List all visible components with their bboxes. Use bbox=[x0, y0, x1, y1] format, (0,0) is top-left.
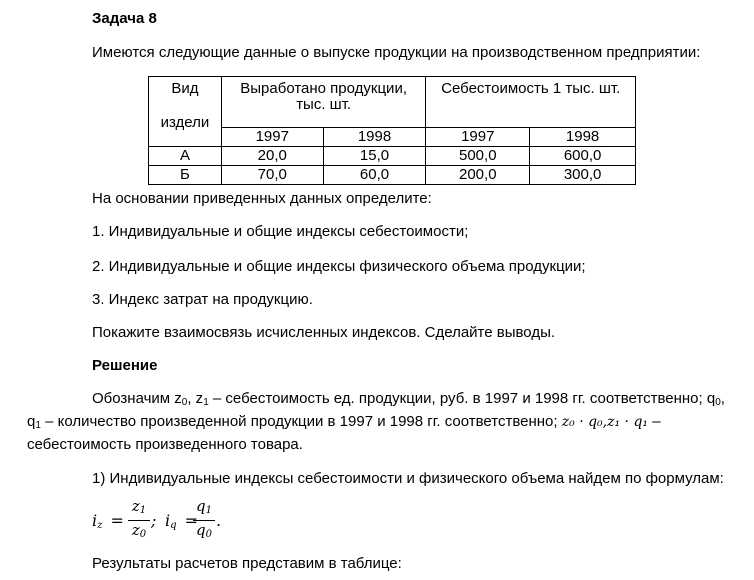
table-row bbox=[149, 147, 636, 166]
solution-title: Решение bbox=[92, 357, 158, 374]
production-table bbox=[148, 76, 636, 185]
relation-text: Покажите взаимосвязь исчисленных индексов. Сделайте выводы. bbox=[92, 324, 556, 341]
header-output bbox=[221, 77, 426, 128]
table-years-row bbox=[149, 128, 636, 147]
value-cell: 20,0 bbox=[221, 147, 323, 166]
value-cell: 600,0 bbox=[530, 147, 636, 166]
task-title: Задача 8 bbox=[92, 10, 157, 27]
list-item: 2. Индивидуальные и общие индексы физического объема продукции; bbox=[92, 258, 586, 275]
header-product-line2: издели bbox=[160, 114, 210, 131]
header-cost: Себестоимость 1 тыс. шт. bbox=[426, 77, 636, 128]
notation-line-1: Обозначим $z_0$, $z_1$ – себестоимость ед. продукции, руб. в 1997 и 1998 гг. соответственно; $q_0$, bbox=[92, 390, 725, 408]
value-cell: 500,0 bbox=[426, 147, 530, 166]
product-cell: Б bbox=[149, 166, 222, 185]
iz-label: $i_z$ = bbox=[92, 511, 124, 531]
results-line: Результаты расчетов представим в таблице: bbox=[92, 555, 402, 572]
value-cell: 200,0 bbox=[426, 166, 530, 185]
header-product bbox=[149, 77, 222, 147]
year-cell: 1997 bbox=[221, 128, 323, 147]
intro-text: Имеются следующие данные о выпуске продукции на производственном предприятии: bbox=[92, 44, 701, 61]
determine-intro: На основании приведенных данных определите: bbox=[92, 190, 432, 207]
fraction-q: $q_1$ $q_0$ bbox=[193, 497, 215, 544]
header-output-line1: Выработано продукции, bbox=[240, 80, 407, 97]
year-cell: 1998 bbox=[530, 128, 636, 147]
year-cell: 1997 bbox=[426, 128, 530, 147]
list-item: 3. Индекс затрат на продукцию. bbox=[92, 291, 313, 308]
product-cell: А bbox=[149, 147, 222, 166]
table-header-row bbox=[149, 77, 636, 128]
list-item: 1. Индивидуальные и общие индексы себестоимости; bbox=[92, 223, 469, 240]
step1-text: 1) Индивидуальные индексы себестоимости и физического объема найдем по формулам: bbox=[92, 470, 724, 487]
fraction-z: $z_1$ $z_0$ bbox=[128, 497, 150, 544]
year-cell: 1998 bbox=[323, 128, 426, 147]
table-row bbox=[149, 166, 636, 185]
value-cell: 300,0 bbox=[530, 166, 636, 185]
value-cell: 15,0 bbox=[323, 147, 426, 166]
notation-line-2: $q_1$ – количество произведенной продукции в 1997 и 1998 гг. соответственно; z₀ · q₀,z₁ · q₁ – bbox=[27, 413, 661, 431]
value-cell: 60,0 bbox=[323, 166, 426, 185]
value-cell: 70,0 bbox=[221, 166, 323, 185]
notation-line-3: себестоимость произведенного товара. bbox=[27, 436, 303, 453]
cost-formula: z₀ · q₀,z₁ · q₁ bbox=[561, 414, 649, 430]
header-product-line1: Вид bbox=[171, 80, 199, 97]
header-output-line2: тыс. шт. bbox=[296, 96, 352, 113]
formula-separator: ; bbox=[151, 511, 157, 530]
iq-label: $i_q$ = bbox=[165, 511, 199, 531]
formula-end: . bbox=[216, 511, 222, 530]
